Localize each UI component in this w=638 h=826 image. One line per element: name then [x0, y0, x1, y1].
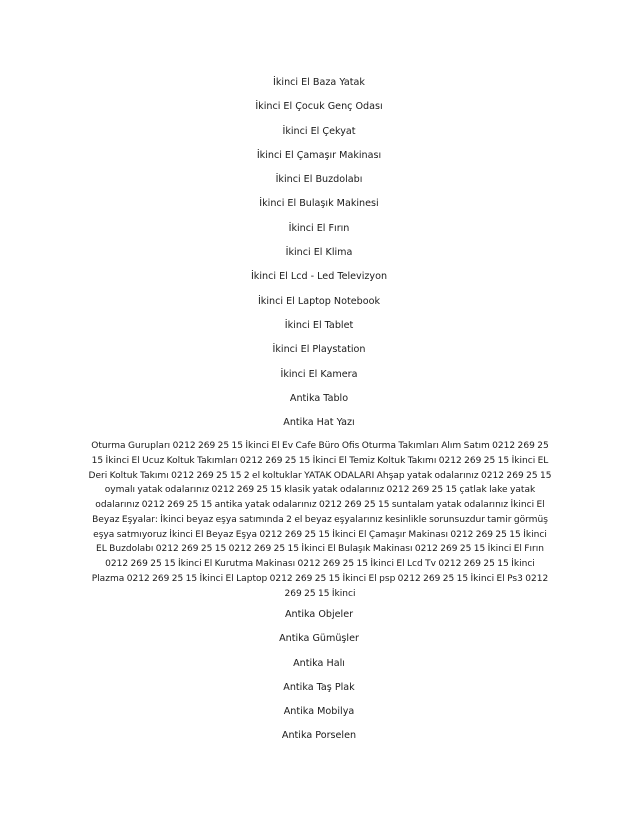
- body-paragraph: Oturma Gurupları 0212 269 25 15 İkinci El Ev Cafe Büro Ofis Oturma Takımları Alım Satım 0212 269 25 15 İkinci El Ucuz Koltuk Takımları 0212 269 25 15 İkinci El Temiz Koltuk Takımı 0212 269 25 15 İkinci EL Deri Koltuk Takımı 0212 269 25 15 2 el koltuklar YATAK ODALARI Ahşap yatak odalarınız 0212 269 25 15 oymalı yatak odalarınız 0212 269 25 15 klasik yatak odalarınız 0212 269 25 15 çatlak lake yatak odalarınız 0212 269 25 15 antika yatak odalarınız 0212 269 25 15 suntalam yatak odalarınız İkinci El Beyaz Eşyalar: İkinci beyaz eşya satımında 2 el beyaz eşyalarınız kesinlikle sorunsuzdur tamir görmüş eşya satmıyoruz İkinci El Beyaz Eşya 0212 269 25 15 İkinci El Çamaşır Makinası 0212 269 25 15 İkinci EL Buzdolabı 0212 269 25 15 0212 269 25 15 İkinci El Bulaşık Makinası 0212 269 25 15 İkinci El Fırın 0212 269 25 15 İkinci El Kurutma Makinası 0212 269 25 15 İkinci El Lcd Tv 0212 269 25 15 İkinci Plazma 0212 269 25 15 İkinci El Laptop 0212 269 25 15 İkinci El psp 0212 269 25 15 İkinci El Ps3 0212 269 25 15 İkinci: [88, 441, 552, 599]
- list-item: İkinci El Çamaşır Makinası: [256, 149, 382, 161]
- list-item: İkinci El Klima: [285, 247, 353, 259]
- list-item: Antika Hat Yazı: [283, 417, 355, 429]
- list-item: Antika Taş Plak: [283, 681, 355, 693]
- list-item: İkinci El Playstation: [272, 344, 366, 356]
- list-item: Antika Mobilya: [283, 706, 355, 718]
- list-item: İkinci El Fırın: [288, 222, 350, 234]
- list-item: İkinci El Çekyat: [282, 125, 356, 137]
- list-item: İkinci El Kamera: [280, 368, 358, 380]
- list-item: İkinci El Çocuk Genç Odası: [255, 101, 383, 113]
- list-item: Antika Halı: [293, 657, 345, 669]
- list-item: Antika Gümüşler: [279, 633, 359, 645]
- list-item: İkinci El Lcd - Led Televizyon: [250, 271, 388, 283]
- list-item: İkinci El Tablet: [284, 319, 354, 331]
- list-item: Antika Objeler: [284, 609, 354, 620]
- top-item-list: [0, 76, 638, 440]
- list-item: İkinci El Laptop Notebook: [257, 295, 381, 307]
- list-item: Antika Tablo: [289, 392, 349, 404]
- bottom-item-list: [0, 608, 638, 754]
- list-item: İkinci El Bulaşık Makinesi: [259, 198, 379, 210]
- list-item: Antika Porselen: [281, 730, 357, 742]
- list-item: İkinci El Baza Yatak: [273, 77, 365, 88]
- list-item: İkinci El Buzdolabı: [275, 174, 363, 186]
